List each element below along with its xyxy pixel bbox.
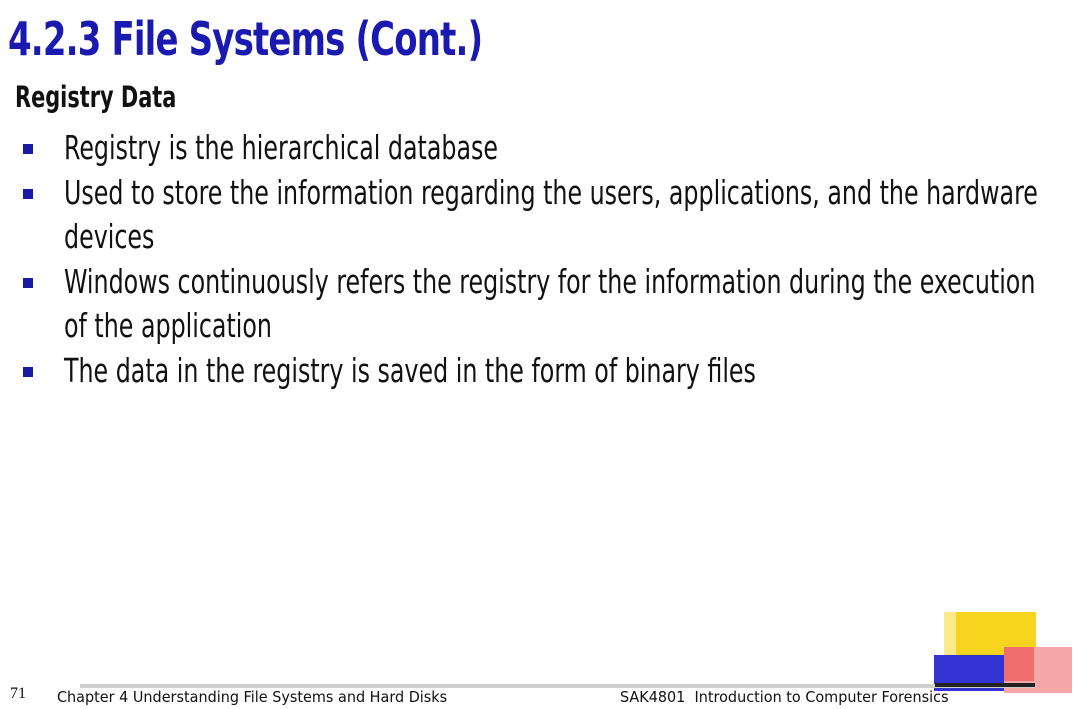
square-bullet-icon <box>23 189 33 199</box>
bullet-item <box>0 260 1077 349</box>
page-number: 71 <box>10 685 26 702</box>
square-bullet-icon <box>23 144 33 154</box>
square-bullet-icon <box>23 278 33 288</box>
bullet-list <box>0 126 1077 393</box>
footer-chapter-text: Chapter 4 Understanding File Systems and Hard Disks <box>57 688 448 706</box>
bullet-text: Windows continuously refers the registry for the information during the execution of the application <box>64 261 1036 345</box>
slide-title: 4.2.3 File Systems (Cont.) <box>8 12 483 66</box>
bullet-text: The data in the registry is saved in the form of binary files <box>64 350 756 390</box>
bullet-text: Registry is the hierarchical database <box>64 128 499 167</box>
decorative-red-accent-block <box>1004 647 1034 681</box>
section-heading: Registry Data <box>15 80 177 114</box>
bullet-item <box>0 349 1077 394</box>
square-bullet-icon <box>23 367 33 377</box>
footer-divider-accent <box>935 683 1035 687</box>
bullet-text: Used to store the information regarding the users, applications, and the hardware devices <box>64 172 1038 256</box>
bullet-item <box>0 126 1077 171</box>
bullet-item <box>0 171 1077 260</box>
footer-course-text: SAK4801 Introduction to Computer Forensics <box>620 688 949 706</box>
